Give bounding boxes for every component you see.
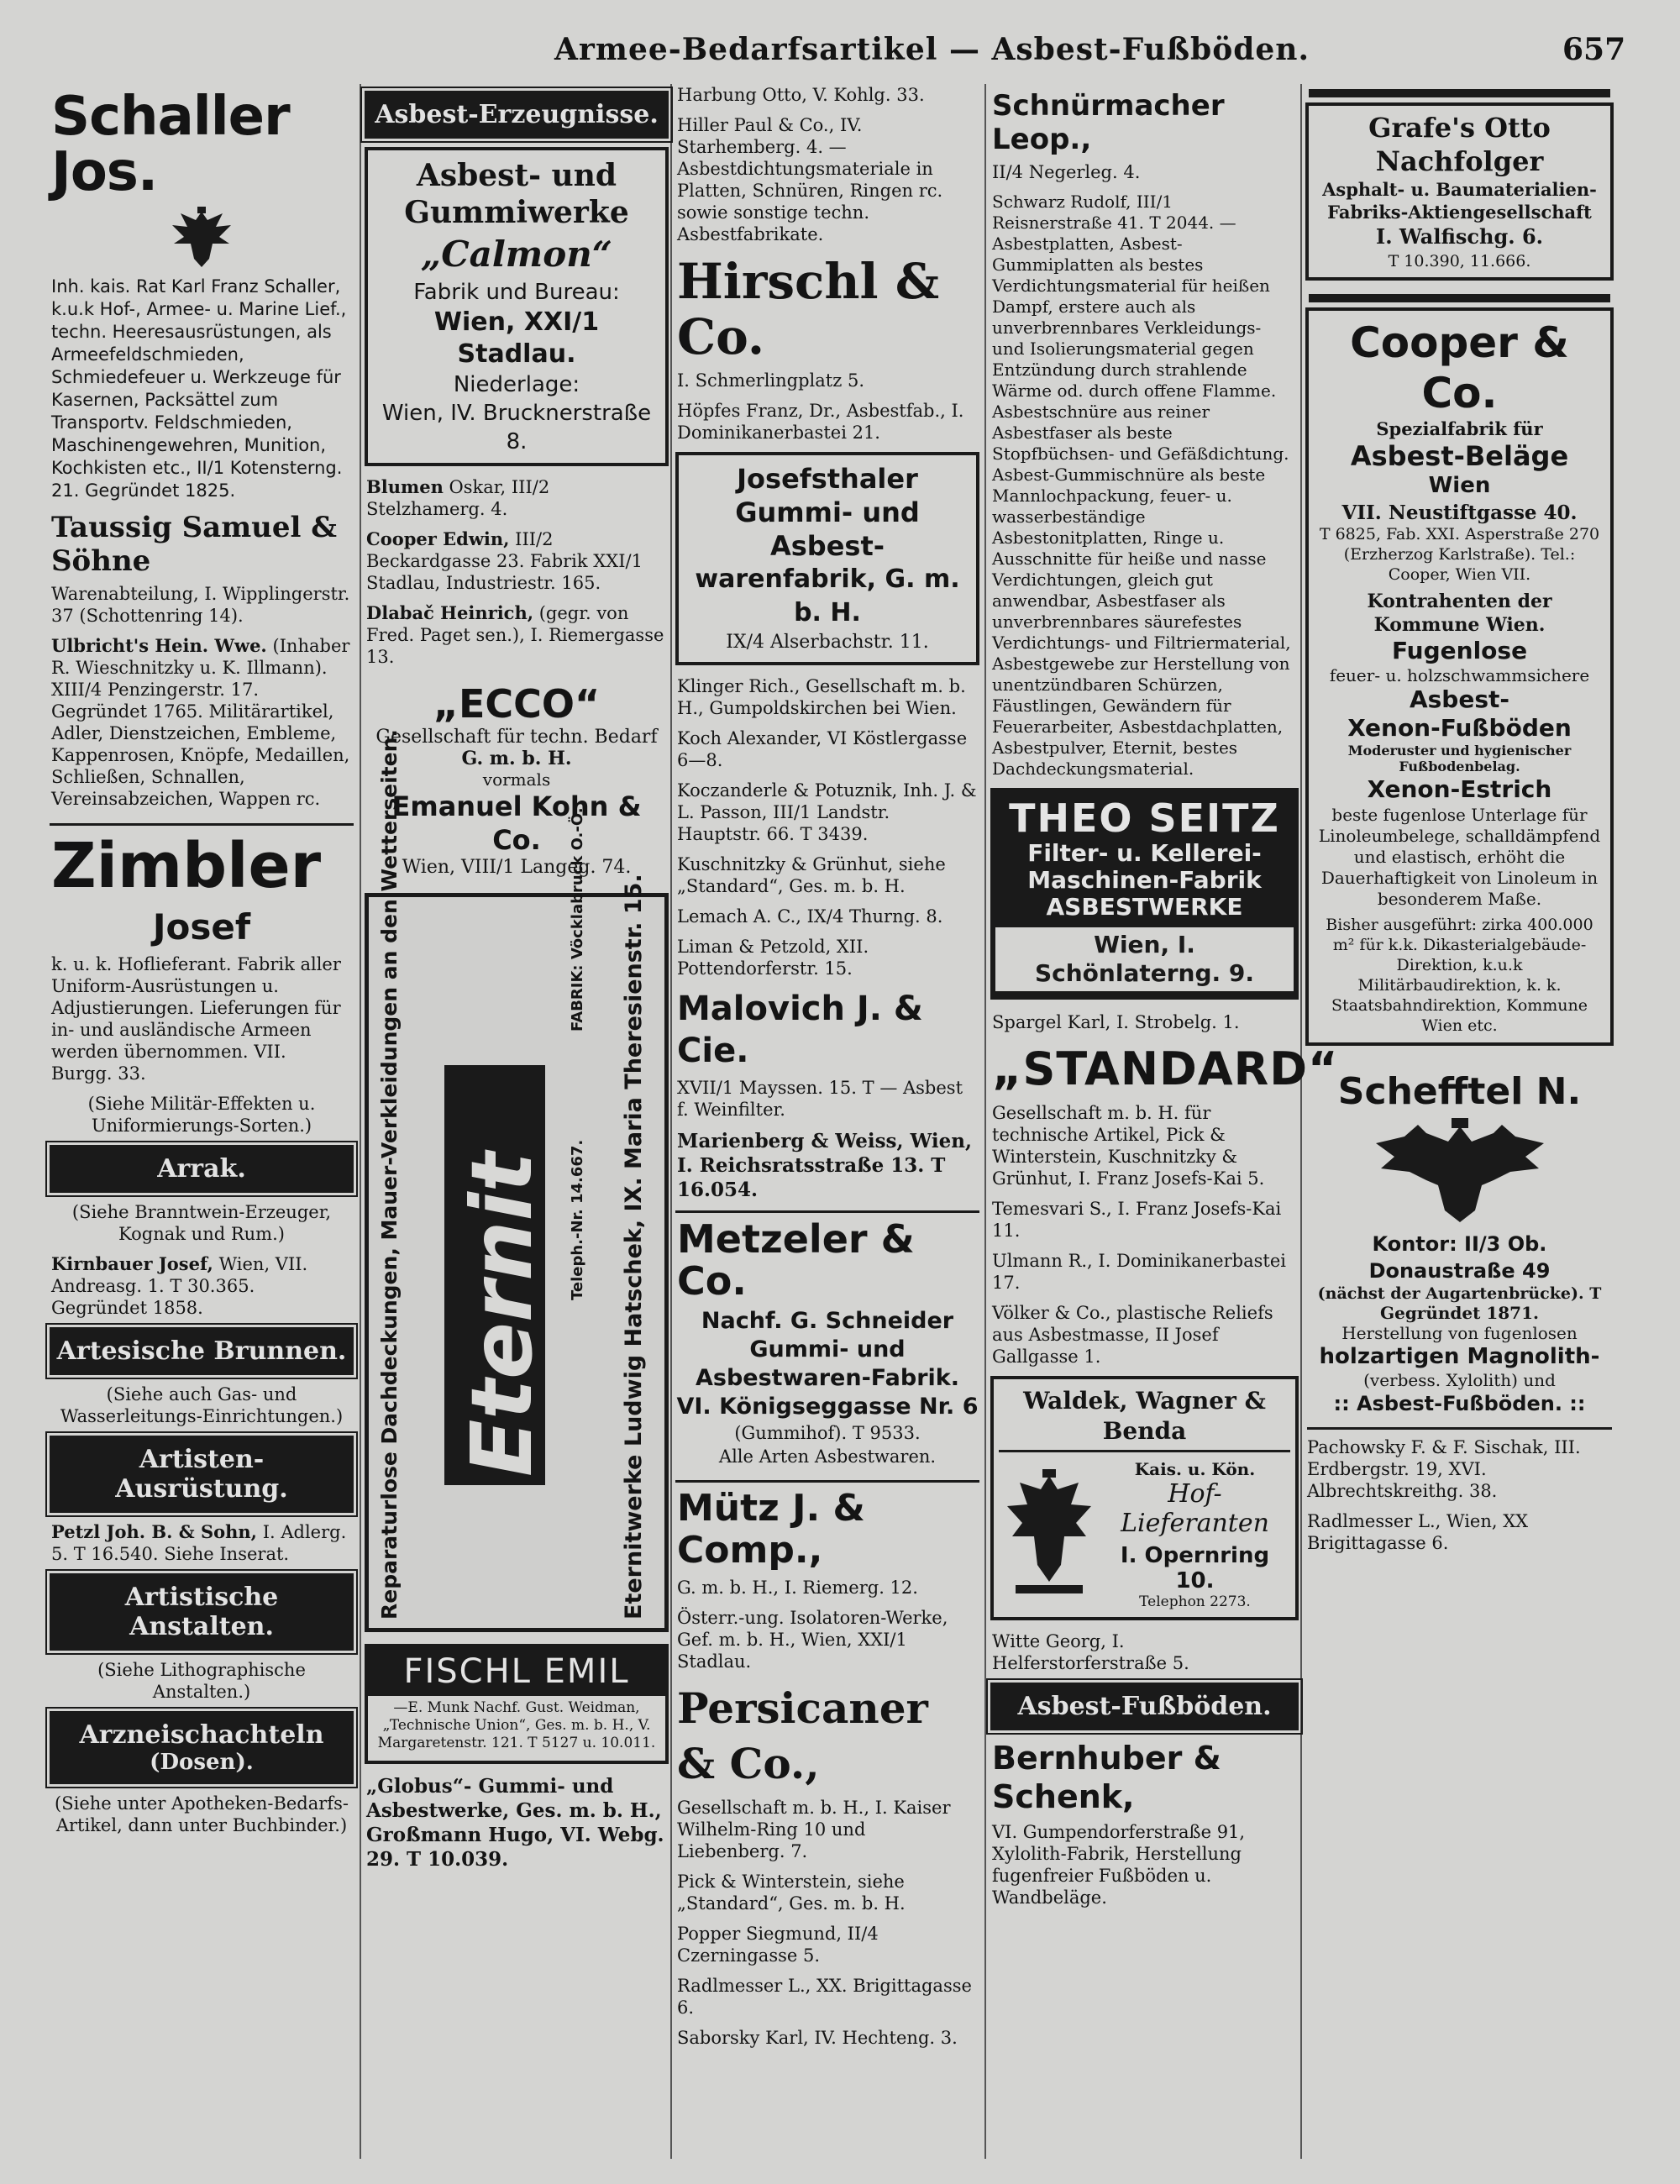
- josefsthaler-ad: [675, 452, 979, 665]
- malovich-text: XVII/1 Mayssen. 15. T — Asbest f. Weinfilter.: [677, 1078, 963, 1120]
- popper-text: Popper Siegmund, II/4 Czerningasse 5.: [677, 1924, 879, 1966]
- cooper-edwin-text: III/2 Beckardgasse 23. Fabrik XXI/1 Stadlau, Industriestr. 165.: [366, 529, 643, 593]
- anstalten-bar: Artistische Anstalten.: [50, 1573, 354, 1651]
- radlmesser-text: Radlmesser L., XX. Brigittagasse 6.: [677, 1976, 972, 2018]
- blumen-name: Blumen: [366, 476, 444, 497]
- hoepfes-text: Höpfes Franz, Dr., Asbestfab., I. Dominikanerbastei 21.: [677, 401, 964, 443]
- column-1: [46, 84, 357, 2159]
- fussboeden-bar: Asbest-Fußböden.: [990, 1683, 1299, 1730]
- theo-line5: Wien, I. Schönlaterng. 9.: [995, 927, 1294, 991]
- cooper-co-line10: Asbest-: [1409, 685, 1510, 713]
- calmon-line4: Wien, IV. Brucknerstraße 8.: [381, 401, 652, 454]
- radlmesser2-text: Radlmesser L., Wien, XX Brigittagasse 6.: [1307, 1511, 1529, 1553]
- metzeler-line5: (Gummihof). T 9533.: [734, 1423, 921, 1443]
- ecco-ad: [365, 676, 669, 883]
- asbest-erzeugnisse-bar: Asbest-Erzeugnisse.: [365, 91, 669, 139]
- schefftel-line1: Kontor: II/3 Ob. Donaustraße 49: [1368, 1232, 1551, 1283]
- kirnbauer-text: Wien, VII. Andreasg. 1. T 30.365. Gegründet 1858.: [51, 1254, 308, 1318]
- arrak-bar: Arrak.: [50, 1145, 354, 1193]
- ecco-name: „ECCO“: [433, 681, 601, 727]
- metzeler-name: Metzeler & Co.: [677, 1216, 915, 1304]
- crest-icon: [999, 1467, 1100, 1602]
- standard-name: „STANDARD“: [992, 1042, 1339, 1095]
- hirschl-text: I. Schmerlingplatz 5.: [677, 370, 864, 391]
- calmon-line2: Wien, XXI/1 Stadlau.: [433, 307, 600, 369]
- calmon-title: Asbest- und Gummiwerke: [404, 158, 629, 230]
- divider: [675, 1210, 979, 1213]
- witte-text: Witte Georg, I. Helferstorferstraße 5.: [992, 1631, 1189, 1673]
- waldek-ad: [990, 1376, 1299, 1620]
- saborsky-text: Saborsky Karl, IV. Hechteng. 3.: [677, 2028, 958, 2048]
- schefftel-line4: Herstellung von fugenlosen: [1341, 1323, 1578, 1343]
- column-2: [361, 84, 672, 2159]
- kuschnitzky-text: Kuschnitzky & Grünhut, siehe „Standard“, Ges. m. b. H.: [677, 854, 946, 896]
- taussig-name: Taussig Samuel & Söhne: [51, 511, 337, 578]
- waldek-line5: I. Opernring 10.: [1120, 1543, 1270, 1593]
- josefsthaler-line4: IX/4 Alserbachstr. 11.: [726, 632, 929, 653]
- fischl-text: —E. Munk Nachf. Gust. Weidman, „Technische Union“, Ges. m. b. H., V. Margaretenstr. 121. T 5127 u. 10.011.: [377, 1699, 656, 1751]
- cooper-co-ad: [1305, 307, 1614, 1046]
- ecco-line2: G. m. b. H.: [461, 748, 572, 769]
- muetz-name: Mütz J. & Comp.,: [677, 1487, 865, 1572]
- ecco-line3: vormals: [482, 769, 551, 790]
- column-5: [1302, 84, 1617, 2159]
- waldek-line3: Hof-: [1168, 1479, 1222, 1509]
- cooper-co-line12: Moderuster und hygienischer Fußbodenbelag.: [1347, 743, 1572, 774]
- metzeler-line4: VI. Königseggasse Nr. 6: [676, 1394, 979, 1420]
- arzneischachteln-bar-line1: Arzneischachteln: [79, 1720, 324, 1750]
- petzl-name: Petzl Joh. B. & Sohn,: [51, 1521, 257, 1542]
- theo-line1: THEO SEITZ: [1009, 795, 1280, 841]
- double-eagle-icon: [164, 205, 239, 272]
- hiller-text: Hiller Paul & Co., IV. Starhemberg. 4. — Asbestdichtungsmateriale in Platten, Schnüren, Ringen rc. sowie sonstige techn. Asbestfabrikate.: [677, 115, 943, 244]
- schnuermacher-name: Schnürmacher Leop.,: [992, 89, 1225, 156]
- column-rule: [984, 84, 986, 2159]
- arzneischachteln-bar: [50, 1711, 354, 1784]
- pick-text: Pick & Winterstein, siehe „Standard“, Ges. m. b. H.: [677, 1872, 906, 1914]
- cooper-co-line13: Xenon-Estrich: [1367, 775, 1552, 803]
- cooper-co-line1: Cooper & Co.: [1350, 318, 1569, 417]
- marienberg-text: Marienberg & Weiss, Wien, I. Reichsratsstraße 13. T 16.054.: [677, 1130, 973, 1201]
- oesterr-text: Österr.-ung. Isolatoren-Werke, Gef. m. b. H., Wien, XXI/1 Stadlau.: [677, 1608, 948, 1672]
- schefftel-line2: (nächst der Augartenbrücke). T: [1317, 1284, 1602, 1303]
- metzeler-line3: Asbestwaren-Fabrik.: [696, 1365, 959, 1391]
- schefftel-line5: holzartigen Magnolith-: [1319, 1344, 1600, 1369]
- kirnbauer-name: Kirnbauer Josef,: [51, 1253, 213, 1274]
- pachowsky-text: Pachowsky F. & F. Sischak, III. Erdbergstr. 19, XVI. Albrechtskreithg. 38.: [1307, 1437, 1581, 1501]
- calmon-line1: Fabrik und Bureau:: [413, 280, 620, 305]
- schwarz-text: Schwarz Rudolf, III/1 Reisnerstraße 41. T 2044. — Asbestplatten, Asbest-Gummiplatten als bestes Verdichtungsmaterial für heißen Dampf, erstere auch als unverbrennbares Verkleidungs- und Isolierungsmaterial gegen Entzündung durch strahlende Wärme od. durch offene Flamme. Asbestschnüre aus reiner Asbestfaser als beste Stopfbüchsen- und Gefäßdichtung. Asbest-Gummischnüre als beste Mannlochpackung, feuer- u. wasserbeständige Asbestonitplatten, Ringe u. Ausschnitte für heiße und nasse Verdichtungen, gleich gut anwendbar, Asbestfaser als unverbrennbares säurefestes Verdichtungs- und Filtriermaterial, Asbestgewebe zur Herstellung von unentzündbaren Schürzen, Fäustlingen, Gewändern für Feuerarbeiter, Asbestdachplatten, Asbestpulver, Eternit, bestes Dachdeckungsmaterial.: [992, 192, 1291, 779]
- eternit-fabrik: FABRIK: Vöcklabruck O.-Ö.: [569, 807, 586, 1032]
- grafe-line2: Asphalt- u. Baumaterialien-Fabriks-Aktiengesellschaft: [1322, 179, 1597, 223]
- schefftel-line3: Gegründet 1871.: [1380, 1303, 1539, 1323]
- ecco-line4: Emanuel Kohn & Co.: [391, 790, 642, 856]
- eternit-telephone: Teleph.-Nr. 14.667.: [569, 1139, 586, 1300]
- ulbricht-text: (Inhaber R. Wieschnitzky u. K. Illmann). XIII/4 Penzingerstr. 17. Gegründet 1765. Militärartikel, Adler, Dienstzeichen, Embleme, Kappenrosen, Knöpfe, Medaillen, Schließen, Schnallen, Vereinsabzeichen, Wappen rc.: [51, 636, 350, 809]
- zimbler-name: Zimbler: [51, 830, 322, 902]
- klinger-text: Klinger Rich., Gesellschaft m. b. H., Gumpoldskirchen bei Wien.: [677, 676, 966, 718]
- calmon-ad: [365, 147, 669, 466]
- eternit-company: Eternitwerke Ludwig Hatschek, IX. Maria Theresienstr. 15.: [621, 874, 647, 1620]
- josefsthaler-line1: Josefsthaler: [737, 463, 918, 495]
- dlabac-name: Dlabač Heinrich,: [366, 602, 534, 623]
- column-4: [987, 84, 1339, 2159]
- waldek-line2: Kais. u. Kön.: [1134, 1459, 1256, 1479]
- ulbricht-name: Ulbricht's Hein. Wwe.: [51, 635, 267, 656]
- lemach-text: Lemach A. C., IX/4 Thurng. 8.: [677, 906, 943, 927]
- eternit-logo: Eternit: [453, 1152, 551, 1477]
- koch-text: Koch Alexander, VI Köstlergasse 6—8.: [677, 728, 968, 770]
- arzneischachteln-bar-line2: (Dosen).: [150, 1750, 254, 1775]
- persicaner-name: Persicaner & Co.,: [677, 1683, 928, 1788]
- theo-line3: Maschinen-Fabrik: [1027, 866, 1262, 894]
- schefftel-name: Schefftel N.: [1337, 1070, 1582, 1113]
- grafe-line4: T 10.390, 11.666.: [1388, 252, 1531, 270]
- josefsthaler-line3: warenfabrik, G. m. b. H.: [695, 564, 960, 627]
- calmon-name: „Calmon“: [421, 234, 612, 275]
- cooper-co-line4: Wien: [1428, 473, 1491, 498]
- grafe-ad: [1305, 102, 1614, 281]
- schnuermacher-text: II/4 Negerleg. 4.: [992, 162, 1141, 182]
- arrak-ref: (Siehe Branntwein-Erzeuger, Kognak und Rum.): [71, 1202, 332, 1244]
- malovich-name: Malovich J. & Cie.: [677, 990, 923, 1070]
- metzeler-line2: Gummi- und: [749, 1336, 906, 1362]
- dlabac-text: (gegr. von Fred. Paget sen.), I. Riemergasse 13.: [366, 603, 664, 667]
- grafe-line3: I. Walfischg. 6.: [1375, 224, 1544, 249]
- harbung-text: Harbung Otto, V. Kohlg. 33.: [677, 85, 925, 105]
- voelker-text: Völker & Co., plastische Reliefs aus Asbestmasse, II Josef Gallgasse 1.: [992, 1303, 1273, 1367]
- schefftel-line6: (verbess. Xylolith) und: [1363, 1370, 1556, 1390]
- divider: [50, 823, 354, 826]
- temesvari-text: Temesvari S., I. Franz Josefs-Kai 11.: [992, 1199, 1282, 1241]
- page-header: [0, 25, 1680, 76]
- ecco-line5: Wien, VIII/1 Langeg. 74.: [402, 857, 632, 878]
- ulmann-text: Ulmann R., I. Dominikanerbastei 17.: [992, 1251, 1286, 1293]
- cooper-co-line14: beste fugenlose Unterlage für Linoleumbelege, schalldämpfend und elastisch, erhöht die Dauerhaftigkeit von Linoleum in besonderem Maße.: [1318, 805, 1601, 909]
- cooper-co-line2: Spezialfabrik für: [1376, 418, 1543, 439]
- taussig-text: Warenabteilung, I. Wipplingerstr. 37 (Schottenring 14).: [51, 584, 350, 626]
- divider: [1309, 89, 1610, 97]
- fischl-ad: [365, 1644, 669, 1764]
- brunnen-bar: Artesische Brunnen.: [50, 1327, 354, 1375]
- waldek-line4: Lieferanten: [1121, 1509, 1269, 1538]
- muetz-text: G. m. b. H., I. Riemerg. 12.: [677, 1578, 918, 1598]
- ecco-line1: Gesellschaft für techn. Bedarf: [375, 727, 658, 748]
- schefftel-line7: :: Asbest-Fußböden. ::: [1333, 1392, 1586, 1415]
- zimbler-first: Josef: [152, 906, 251, 948]
- schaller-name: Schaller Jos.: [51, 86, 290, 203]
- metzeler-line1: Nachf. G. Schneider: [701, 1308, 954, 1334]
- cooper-co-line5: VII. Neustiftgasse 40.: [1341, 501, 1578, 524]
- divider: [675, 1480, 979, 1483]
- cooper-co-line9: feuer- u. holzschwammsichere: [1329, 665, 1590, 685]
- theo-seitz-ad: [990, 788, 1299, 1000]
- arzneischachteln-ref: (Siehe unter Apotheken-Bedarfs-Artikel, dann unter Buchbinder.): [55, 1793, 349, 1835]
- persicaner-text: Gesellschaft m. b. H., I. Kaiser Wilhelm-Ring 10 und Liebenberg. 7.: [677, 1798, 951, 1861]
- spargel-text: Spargel Karl, I. Strobelg. 1.: [992, 1012, 1240, 1032]
- divider: [1307, 1427, 1612, 1430]
- brunnen-ref: (Siehe auch Gas- und Wasserleitungs-Einrichtungen.): [60, 1384, 344, 1426]
- cooper-co-line7: Kontrahenten der Kommune Wien.: [1367, 591, 1552, 636]
- hirschl-name: Hirschl & Co.: [677, 253, 940, 365]
- zimbler-text: k. u. k. Hoflieferant. Fabrik aller Uniform-Ausrüstungen u. Adjustierungen. Lieferungen für in- und ausländische Armeen werden übernommen. VII. Burgg. 33.: [51, 954, 341, 1084]
- running-head: Armee-Bedarfsartikel — Asbest-Fußböden.: [554, 32, 1310, 67]
- artisten-bar: Artisten-Ausrüstung.: [50, 1436, 354, 1513]
- standard-text: Gesellschaft m. b. H. für technische Artikel, Pick & Winterstein, Kuschnitzky & Grünhut, I. Franz Josefs-Kai 5.: [992, 1103, 1265, 1189]
- column-3: [672, 84, 983, 2159]
- schaller-text: Inh. kais. Rat Karl Franz Schaller, k.u.k Hof-, Armee- u. Marine Lief., techn. Heeresausrüstungen, als Armeefeldschmieden, Schmiedefeuer u. Werkzeuge für Kasernen, Packsättel zum Transportv. Feldschmieden, Maschinengewehren, Munition, Kochkisten etc., II/1 Kotensterng. 21. Gegründet 1825.: [51, 276, 347, 501]
- fischl-name: FISCHL EMIL: [368, 1647, 665, 1696]
- bernhuber-name: Bernhuber & Schenk,: [992, 1740, 1221, 1815]
- liman-text: Liman & Petzold, XII. Pottendorferstr. 15.: [677, 937, 869, 979]
- globus-text: „Globus“- Gummi- und Asbestwerke, Ges. m. b. H., Großmann Hugo, VI. Webg. 29. T 10.039.: [366, 1775, 664, 1871]
- metzeler-line6: Alle Arten Asbestwaren.: [718, 1446, 937, 1467]
- bernhuber-text: VI. Gumpendorferstraße 91, Xylolith-Fabrik, Herstellung fugenfreier Fußböden u. Wandbeläge.: [992, 1822, 1246, 1908]
- eternit-tagline: Reparaturlose Dachdeckungen, Mauer-Verkleidungen an den Wetterseiten.: [377, 729, 402, 1620]
- cooper-edwin-name: Cooper Edwin,: [366, 528, 510, 549]
- page-number: 657: [1562, 32, 1626, 67]
- anstalten-ref: (Siehe Lithographische Anstalten.): [97, 1660, 306, 1702]
- calmon-line3: Niederlage:: [453, 372, 580, 397]
- cooper-co-line15: Bisher ausgeführt: zirka 400.000 m² für k.k. Dikasterialgebäude-Direktion, k.u.k Militärbaudirektion, k. k. Staatsbahndirektion, Kommune Wien etc.: [1326, 916, 1593, 1035]
- theo-line2: Filter- u. Kellerei-: [1027, 839, 1262, 867]
- koczanderle-text: Koczanderle & Potuznik, Inh. J. & L. Passon, III/1 Landstr. Hauptstr. 66. T 3439.: [677, 780, 977, 844]
- josefsthaler-line2: Gummi- und Asbest-: [735, 496, 920, 562]
- cooper-co-line8: Fugenlose: [1391, 637, 1528, 664]
- blumen-text: Oskar, III/2 Stelzhamerg. 4.: [366, 477, 550, 519]
- cooper-co-line3: Asbest-Beläge: [1350, 440, 1569, 472]
- militaer-ref: (Siehe Militär-Effekten u. Uniformierungs-Sorten.): [87, 1094, 316, 1136]
- double-eagle-icon: [1368, 1118, 1552, 1227]
- petzl-text: I. Adlerg. 5. T 16.540. Siehe Inserat.: [51, 1522, 347, 1564]
- theo-line4: ASBESTWERKE: [1046, 893, 1243, 921]
- waldek-line1: Waldek, Wagner & Benda: [999, 1386, 1290, 1452]
- grafe-line1: Grafe's Otto Nachfolger: [1368, 112, 1551, 177]
- cooper-co-line6: T 6825, Fab. XXI. Asperstraße 270 (Erzherzog Karlstraße). Tel.: Cooper, Wien VII.: [1319, 525, 1600, 584]
- divider: [1309, 294, 1610, 302]
- cooper-co-line11: Xenon-Fußböden: [1347, 714, 1572, 742]
- waldek-line6: Telephon 2273.: [1139, 1593, 1251, 1610]
